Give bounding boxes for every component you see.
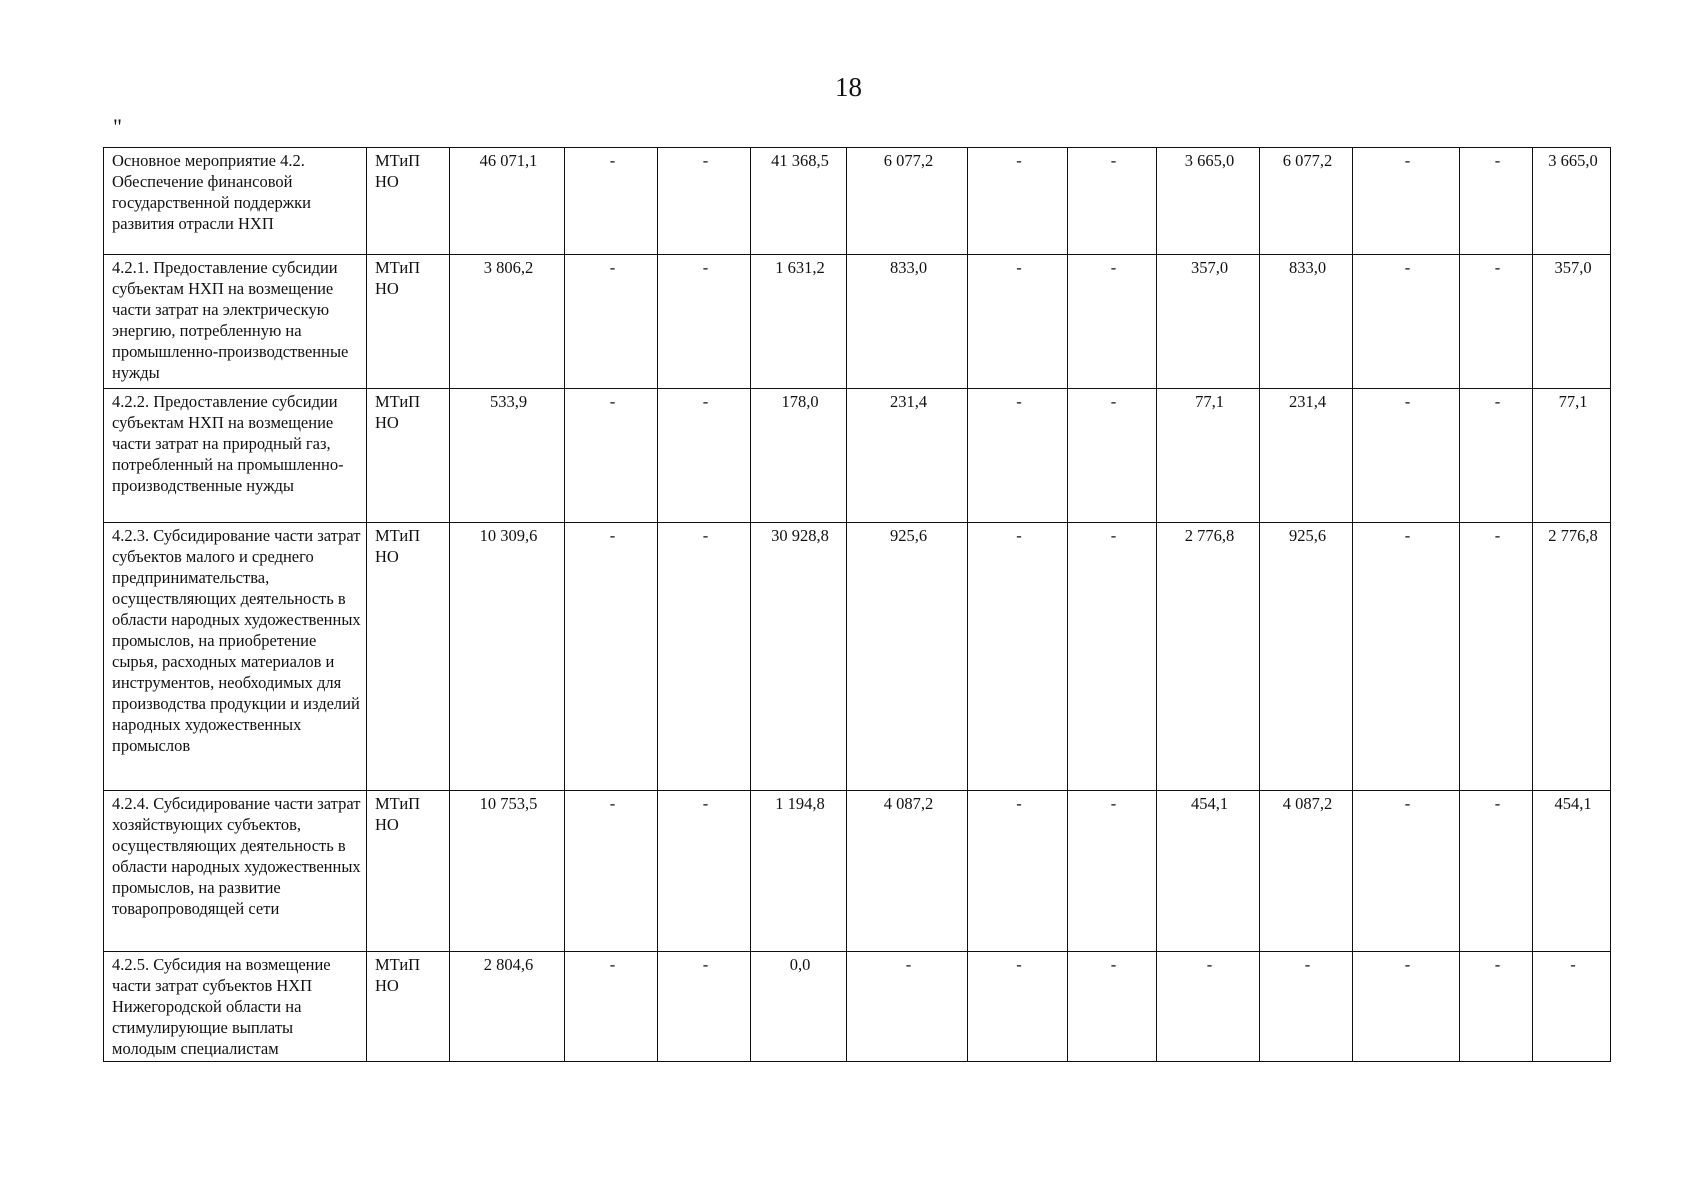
value-cell: 533,9 <box>450 389 565 523</box>
value-cell: 1 631,2 <box>751 255 847 389</box>
value-cell: 833,0 <box>847 255 968 389</box>
activity-name-cell: 4.2.4. Субсидирование части затрат хозяйствующих субъектов, осуществляющих деятельность в области народных художественных промыслов, на развитие товаропроводящей сети <box>104 791 367 952</box>
value-cell: 41 368,5 <box>751 148 847 255</box>
executor-cell: МТиП НО <box>367 791 450 952</box>
value-cell: - <box>1460 148 1533 255</box>
value-cell: - <box>968 148 1068 255</box>
value-cell: 357,0 <box>1533 255 1611 389</box>
value-cell: - <box>1068 148 1157 255</box>
value-cell: - <box>968 523 1068 791</box>
value-cell: 1 194,8 <box>751 791 847 952</box>
page-number: 18 <box>835 72 862 102</box>
value-cell: 454,1 <box>1157 791 1260 952</box>
executor-cell: МТиП НО <box>367 255 450 389</box>
value-cell: 46 071,1 <box>450 148 565 255</box>
activity-name-cell: 4.2.3. Субсидирование части затрат субъектов малого и среднего предпринимательства, осуществляющих деятельность в области народных художественных промыслов, на приобретение сырья, расходных материалов и инструментов, необходимых для производства продукции и изделий народных художественных промыслов <box>104 523 367 791</box>
value-cell: - <box>968 952 1068 1062</box>
value-cell: 3 665,0 <box>1533 148 1611 255</box>
value-cell: - <box>565 791 658 952</box>
value-cell: - <box>565 952 658 1062</box>
value-cell: 6 077,2 <box>847 148 968 255</box>
value-cell: - <box>1460 389 1533 523</box>
activity-name-cell: Основное мероприятие 4.2. Обеспечение финансовой государственной поддержки развития отрасли НХП <box>104 148 367 255</box>
value-cell: - <box>1068 791 1157 952</box>
value-cell: - <box>1353 255 1460 389</box>
value-cell: - <box>565 255 658 389</box>
value-cell: 30 928,8 <box>751 523 847 791</box>
value-cell: - <box>1353 148 1460 255</box>
value-cell: 231,4 <box>1260 389 1353 523</box>
value-cell: - <box>658 389 751 523</box>
value-cell: 3 665,0 <box>1157 148 1260 255</box>
value-cell: 231,4 <box>847 389 968 523</box>
executor-cell: МТиП НО <box>367 952 450 1062</box>
executor-cell: МТиП НО <box>367 523 450 791</box>
value-cell: - <box>968 389 1068 523</box>
value-cell: - <box>565 389 658 523</box>
activity-name-cell: 4.2.5. Субсидия на возмещение части затрат субъектов НХП Нижегородской области на стимулирующие выплаты молодым специалистам <box>104 952 367 1062</box>
value-cell: - <box>1068 255 1157 389</box>
value-cell: - <box>1460 523 1533 791</box>
budget-table <box>103 147 1611 1062</box>
quote-mark: " <box>113 114 122 139</box>
value-cell: - <box>1157 952 1260 1062</box>
value-cell: - <box>565 523 658 791</box>
executor-cell: МТиП НО <box>367 148 450 255</box>
value-cell: 6 077,2 <box>1260 148 1353 255</box>
value-cell: - <box>658 523 751 791</box>
value-cell: 77,1 <box>1533 389 1611 523</box>
value-cell: - <box>847 952 968 1062</box>
table-row <box>104 791 1611 952</box>
value-cell: - <box>1068 952 1157 1062</box>
value-cell: - <box>1353 791 1460 952</box>
value-cell: - <box>968 791 1068 952</box>
value-cell: - <box>658 791 751 952</box>
table-row <box>104 389 1611 523</box>
value-cell: 10 753,5 <box>450 791 565 952</box>
table-row <box>104 523 1611 791</box>
value-cell: - <box>1353 952 1460 1062</box>
value-cell: 178,0 <box>751 389 847 523</box>
value-cell: 4 087,2 <box>1260 791 1353 952</box>
table-row <box>104 255 1611 389</box>
value-cell: - <box>1260 952 1353 1062</box>
value-cell: - <box>658 952 751 1062</box>
value-cell: - <box>658 148 751 255</box>
value-cell: - <box>1460 952 1533 1062</box>
value-cell: - <box>1353 389 1460 523</box>
value-cell: - <box>1068 389 1157 523</box>
value-cell: 0,0 <box>751 952 847 1062</box>
value-cell: 454,1 <box>1533 791 1611 952</box>
value-cell: 77,1 <box>1157 389 1260 523</box>
table-row <box>104 148 1611 255</box>
table-row <box>104 952 1611 1062</box>
value-cell: 4 087,2 <box>847 791 968 952</box>
value-cell: 833,0 <box>1260 255 1353 389</box>
value-cell: 2 776,8 <box>1157 523 1260 791</box>
value-cell: - <box>1068 523 1157 791</box>
value-cell: 10 309,6 <box>450 523 565 791</box>
value-cell: 2 804,6 <box>450 952 565 1062</box>
value-cell: 925,6 <box>1260 523 1353 791</box>
value-cell: - <box>1460 255 1533 389</box>
value-cell: 2 776,8 <box>1533 523 1611 791</box>
value-cell: 925,6 <box>847 523 968 791</box>
value-cell: - <box>968 255 1068 389</box>
executor-cell: МТиП НО <box>367 389 450 523</box>
activity-name-cell: 4.2.1. Предоставление субсидии субъектам НХП на возмещение части затрат на электрическую энергию, потребленную на промышленно-производственные нужды <box>104 255 367 389</box>
value-cell: - <box>658 255 751 389</box>
value-cell: 3 806,2 <box>450 255 565 389</box>
value-cell: - <box>565 148 658 255</box>
activity-name-cell: 4.2.2. Предоставление субсидии субъектам НХП на возмещение части затрат на природный газ, потребленный на промышленно-производственные нужды <box>104 389 367 523</box>
value-cell: - <box>1533 952 1611 1062</box>
value-cell: 357,0 <box>1157 255 1260 389</box>
value-cell: - <box>1353 523 1460 791</box>
value-cell: - <box>1460 791 1533 952</box>
